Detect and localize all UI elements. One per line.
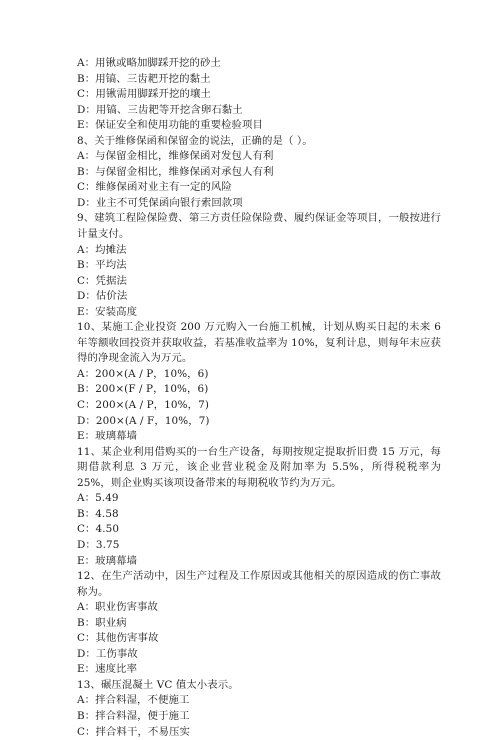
- q9-option-d: D：估价法: [77, 290, 128, 303]
- q13-option-a: A：拌合料湿，不便施工: [77, 694, 190, 707]
- q8-option-a: A：与保留金相比，维修保函对发包人有利: [77, 150, 274, 163]
- q11-option-d: D：3.75: [77, 538, 120, 551]
- q11-option-a: A：5.49: [77, 492, 119, 505]
- q13-option-b: B：拌合料湿，便于施工: [77, 709, 190, 722]
- question-9: 9、建筑工程险保险费、第三方责任险保险费、履约保证金等项目，一般按进行计量支付。: [77, 212, 441, 241]
- option-b: B：用镐、三齿耙开挖的黏土: [77, 72, 211, 85]
- q8-option-b: B：与保留金相比，维修保函对承包人有利: [77, 165, 274, 178]
- option-c: C：用锹需用脚踩开挖的壤土: [77, 88, 211, 101]
- q9-option-c: C：凭据法: [77, 274, 128, 287]
- q12-option-e: E：速度比率: [77, 663, 138, 676]
- q12-option-d: D：工伤事故: [77, 647, 138, 660]
- q10-option-e: E：玻璃幕墙: [77, 430, 138, 443]
- q12-option-b: B：职业病: [77, 616, 127, 629]
- q11-option-c: C：4.50: [77, 523, 120, 536]
- question-11: 11、某企业利用借购买的一台生产设备，每期按规定提取折旧费 15 万元，每期借款利息 3 万元，该企业营业税金及附加率为 5.5%，所得税税率为 25%，则企业购买该项设备带来的每期税收节约为万元。: [77, 445, 441, 489]
- question-10: 10、某施工企业投资 200 万元购入一台施工机械，计划从购买日起的未来 6 年等额收回投资并获取收益，若基准收益率为 10%，复利计息，则每年末应获得的净现金流入为万元。: [77, 321, 441, 365]
- q9-option-a: A：均摊法: [77, 243, 127, 256]
- q10-option-a: A：200×(A / P，10%，6): [77, 367, 209, 380]
- q9-option-e: E：安装高度: [77, 305, 138, 318]
- option-d: D：用镐、三齿耙等开挖含卵石黏土: [77, 103, 243, 116]
- option-a: A：用锹或略加脚踩开挖的砂土: [77, 57, 221, 69]
- q10-option-c: C：200×(A / P，10%，7): [77, 399, 209, 412]
- option-e: E：保证安全和使用功能的重要检验项目: [77, 119, 264, 132]
- q11-option-e: E：玻璃幕墙: [77, 554, 138, 567]
- q9-option-b: B：平均法: [77, 259, 127, 272]
- q12-option-a: A：职业伤害事故: [77, 601, 159, 614]
- q13-option-c: C：拌合料干，不易压实: [77, 725, 190, 738]
- q10-option-d: D：200×(A / F，10%，7): [77, 414, 210, 427]
- question-13: 13、碾压混凝土 VC 值太小表示。: [77, 678, 239, 691]
- q11-option-b: B：4.58: [77, 507, 119, 520]
- q8-option-c: C：维修保函对业主有一定的风险: [77, 181, 232, 194]
- q10-option-b: B：200×(F / P，10%，6): [77, 383, 209, 396]
- q8-option-d: D：业主不可凭保函向银行索回款项: [77, 196, 243, 209]
- question-8: 8、关于维修保函和保留金的说法，正确的是（ ）。: [77, 134, 313, 147]
- q12-option-c: C：其他伤害事故: [77, 632, 159, 645]
- question-12: 12、在生产活动中，因生产过程及工作原因或其他相关的原因造成的伤亡事故称为。: [77, 570, 441, 598]
